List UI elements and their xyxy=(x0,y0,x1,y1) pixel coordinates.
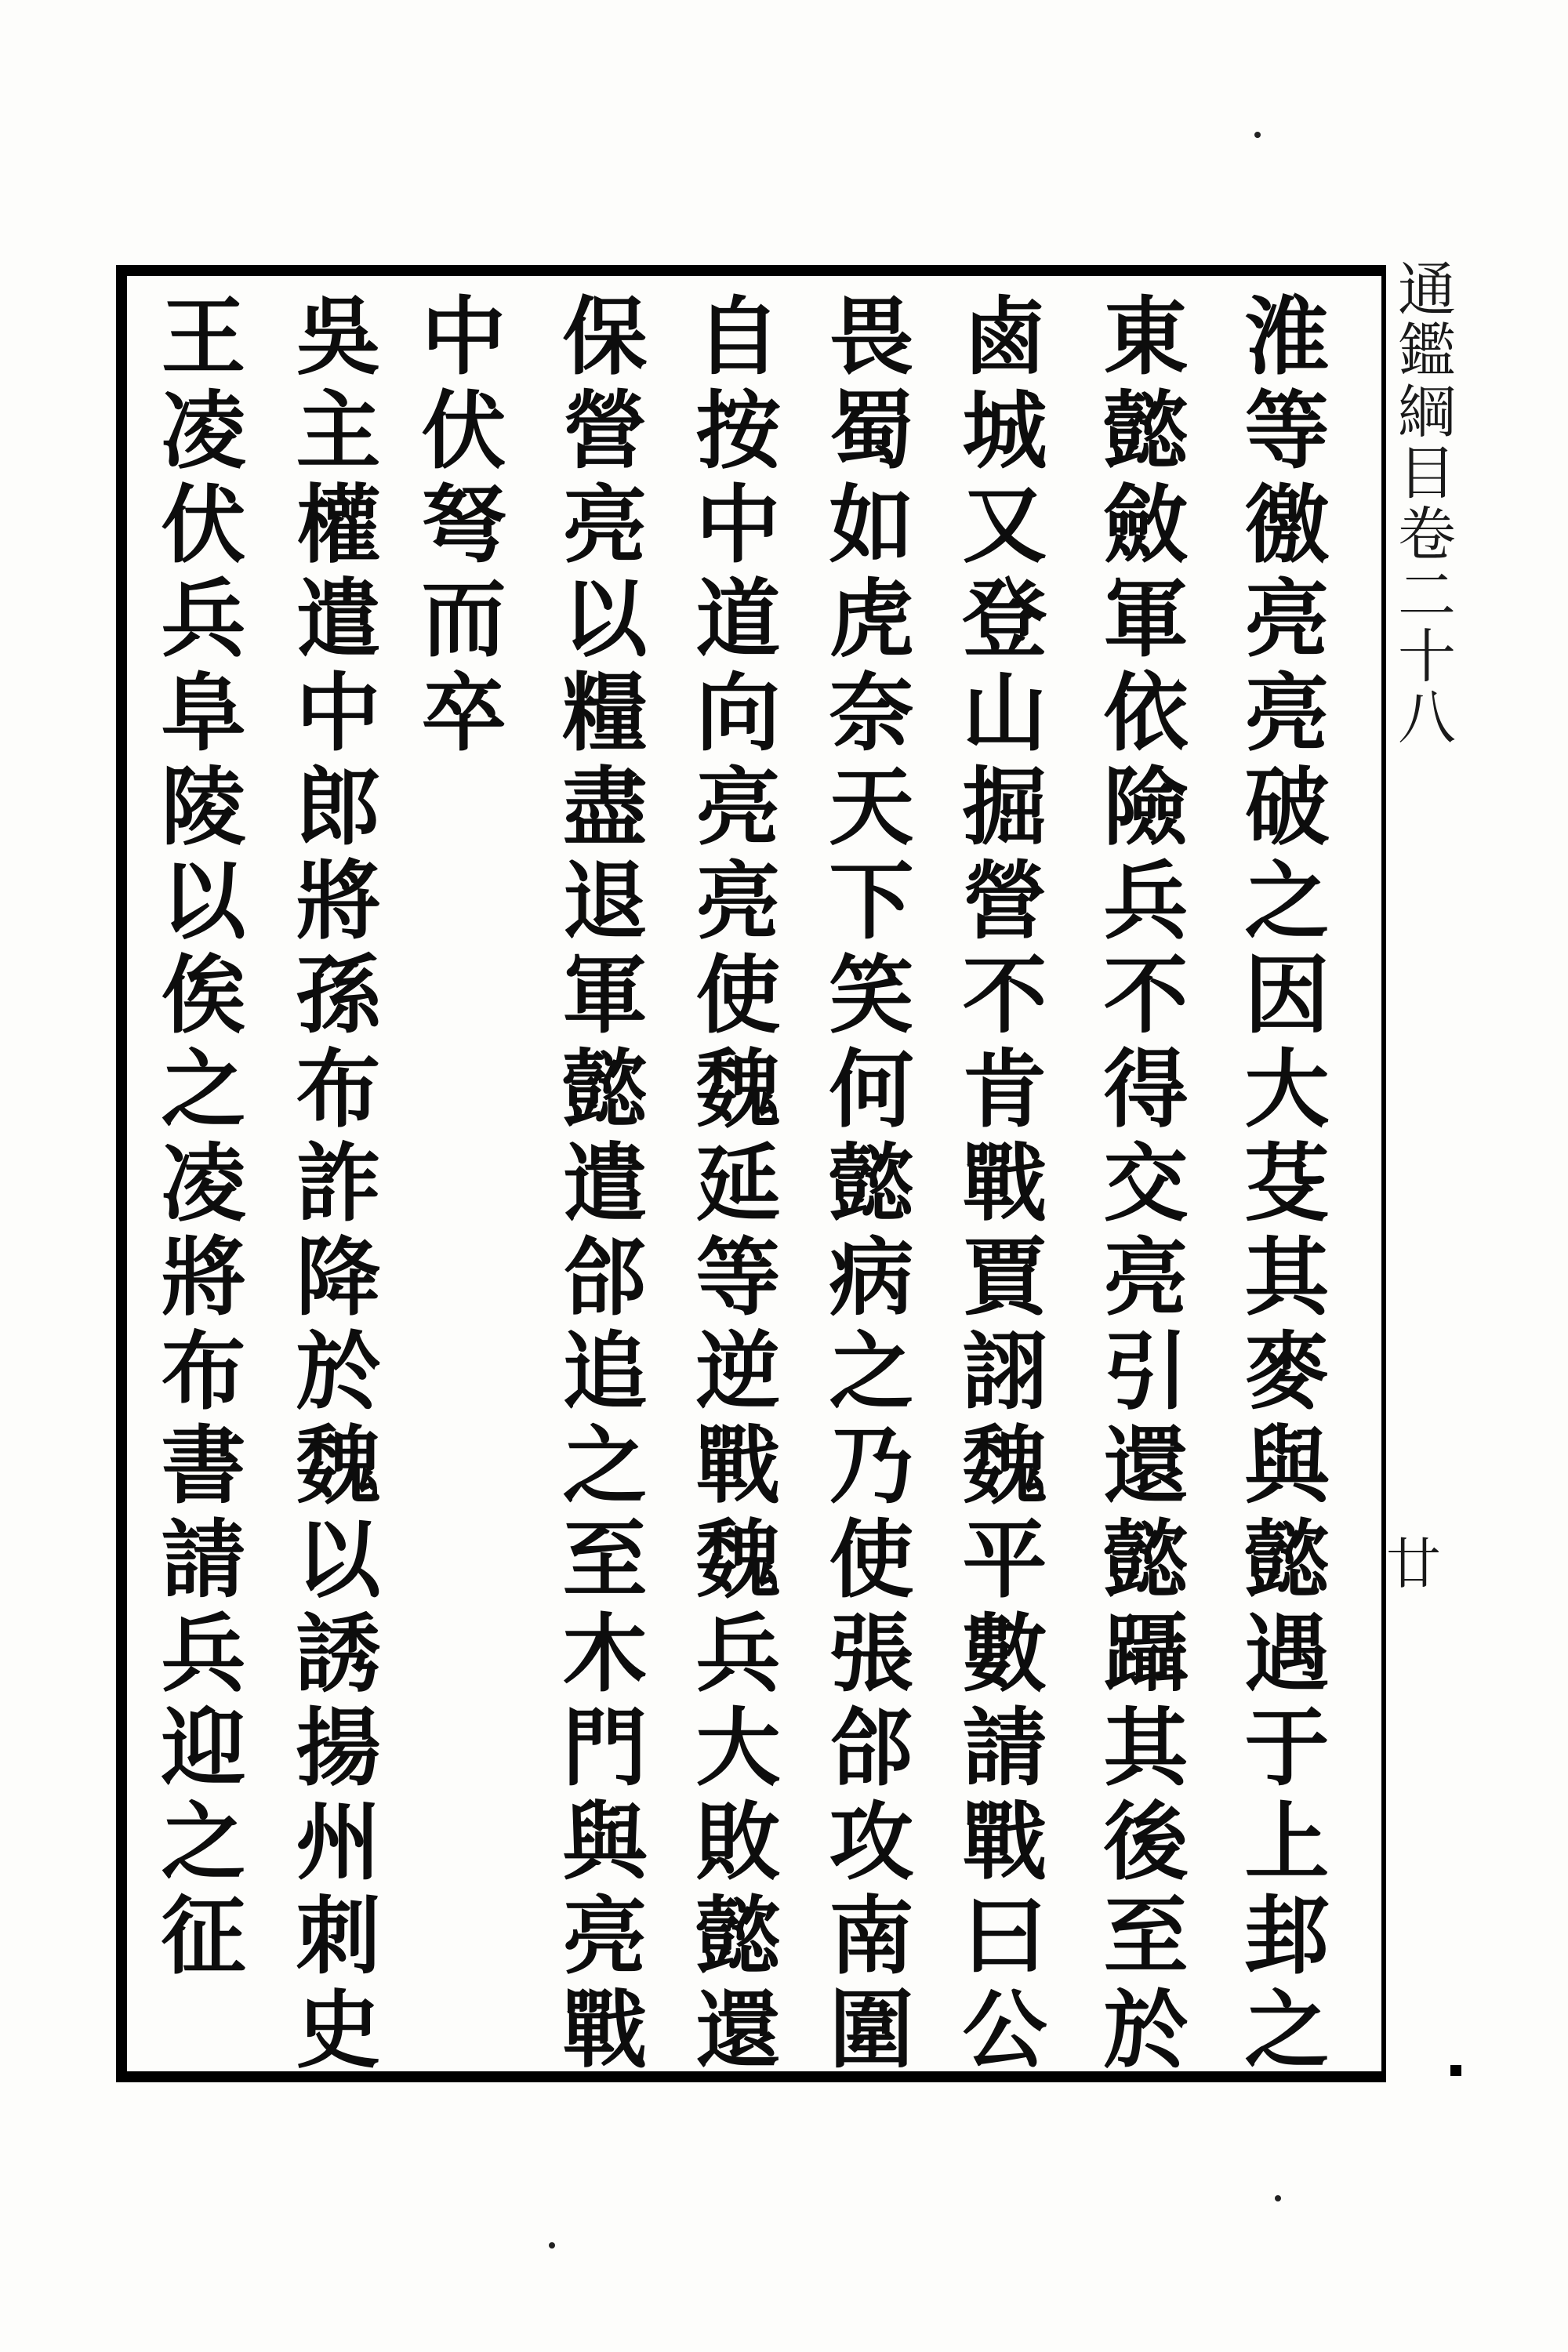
text-column: 王凌伏兵阜陵以俟之凌將布書請兵迎之征 xyxy=(147,292,245,1985)
ink-speck xyxy=(1275,2195,1281,2201)
frame-corner-mark xyxy=(1450,2065,1461,2076)
margin-title: 通鑑綱目卷二十八 xyxy=(1388,259,1456,748)
text-column: 保營亮以糧盡退軍懿遣郃追之至木門與亮戰 xyxy=(548,292,647,2079)
text-column: 自按中道向亮亮使魏延等逆戰魏兵大敗懿還 xyxy=(681,292,780,2079)
folio-number: 廿 xyxy=(1386,1532,1441,1596)
text-column: 淮等徼亮亮破之因大芟其麥與懿遇于上邽之 xyxy=(1230,292,1329,2079)
text-column: 畏蜀如虎奈天下笑何懿病之乃使張郃攻南圍 xyxy=(815,292,913,2079)
text-column: 東懿斂軍依險兵不得交亮引還懿躡其後至於 xyxy=(1089,292,1188,2079)
ink-speck xyxy=(549,2242,555,2249)
text-column: 吳主權遣中郎將孫布詐降於魏以誘揚州刺史 xyxy=(281,292,380,2079)
text-column: 中伏弩而卒 xyxy=(407,292,506,762)
ink-speck xyxy=(1254,132,1261,138)
text-column: 鹵城又登山掘營不肯戰賈詡魏平數請戰曰公 xyxy=(948,292,1047,2079)
